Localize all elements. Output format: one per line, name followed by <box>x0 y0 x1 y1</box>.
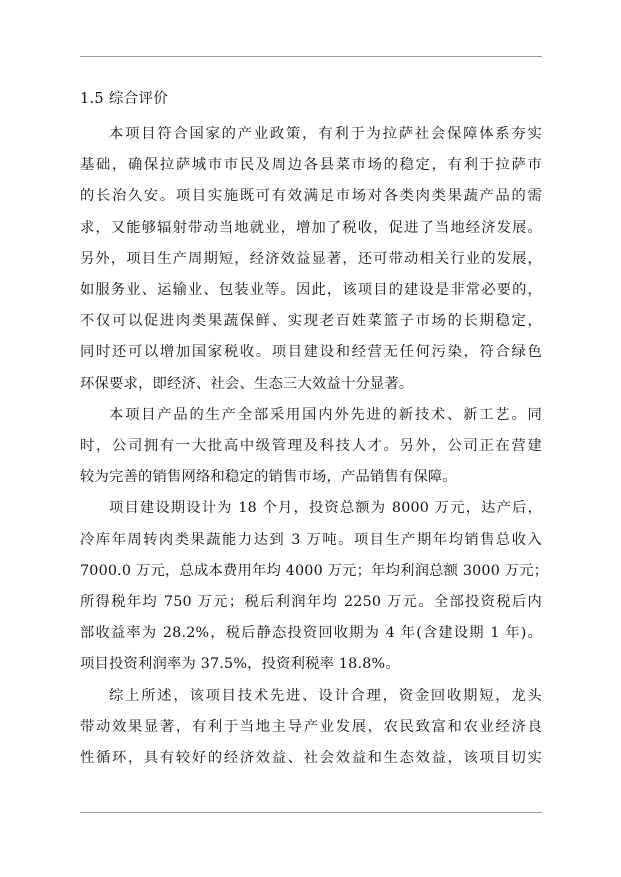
paragraph-line: 本项目符合国家的产业政策，有利于为拉萨社会保障体系夯实 <box>109 126 542 142</box>
paragraph-line: 的长治久安。项目实施既可有效满足市场对各类肉类果蔬产品的需 <box>80 188 542 205</box>
paragraph-technology <box>80 400 542 494</box>
paragraph-line: 所得税年均 750 万元；税后利润年均 2250 万元。全部投资税后内 <box>80 594 542 611</box>
paragraph-line: 求，又能够辐射带动当地就业，增加了税收，促进了当地经济发展。 <box>80 219 542 236</box>
section-heading: 1.5 综合评价 <box>80 91 169 107</box>
paragraph-line: 带动效果显著，有利于当地主导产业发展，农民致富和农业经济良 <box>80 718 542 735</box>
paragraph-line: 本项目产品的生产全部采用国内外先进的新技术、新工艺。同 <box>109 406 542 423</box>
footer-rule <box>80 812 542 813</box>
paragraph-line: 项目投资利润率为 37.5%，投资利税率 18.8%。 <box>80 656 400 673</box>
paragraph-line: 冷库年周转肉类果蔬能力达到 3 万吨。项目生产期年均销售总收入 <box>80 531 542 548</box>
paragraph-line: 7000.0 万元，总成本费用年均 4000 万元；年均利润总额 3000 万元； <box>80 562 549 579</box>
paragraph-financials <box>80 493 549 680</box>
paragraph-line: 同时还可以增加国家税收。项目建设和经营无任何污染，符合绿色 <box>80 344 542 361</box>
paragraph-line: 较为完善的销售网络和稳定的销售市场，产品销售有保障。 <box>80 469 457 486</box>
paragraph-line: 时，公司拥有一大批高中级管理及科技人才。另外，公司正在营建 <box>80 438 542 455</box>
paragraph-line: 环保要求，即经济、社会、生态三大效益十分显著。 <box>80 375 414 392</box>
paragraph-line: 基础，确保拉萨城市市民及周边各县菜市场的稳定，有利于拉萨市 <box>80 157 542 174</box>
paragraph-line: 另外，项目生产周期短，经济效益显著，还可带动相关行业的发展， <box>80 250 542 267</box>
paragraph-line: 不仅可以促进肉类果蔬保鲜、实现老百姓菜篮子市场的长期稳定， <box>80 313 542 330</box>
paragraph-line: 项目建设期设计为 18 个月，投资总额为 8000 万元，达产后， <box>109 500 542 517</box>
paragraph-line: 性循环，具有较好的经济效益、社会效益和生态效益，该项目切实 <box>80 750 542 767</box>
paragraph-line: 综上所述，该项目技术先进、设计合理，资金回收期短，龙头 <box>109 687 542 704</box>
document-body <box>80 87 549 774</box>
paragraph-line: 如服务业、运输业、包装业等。因此，该项目的建设是非常必要的， <box>80 282 542 299</box>
paragraph-line: 部收益率为 28.2%，税后静态投资回收期为 4 年(含建设期 1 年)。 <box>80 625 542 642</box>
paragraph-conclusion <box>80 681 542 775</box>
header-rule <box>80 56 542 57</box>
paragraph-overall-evaluation <box>80 119 542 400</box>
